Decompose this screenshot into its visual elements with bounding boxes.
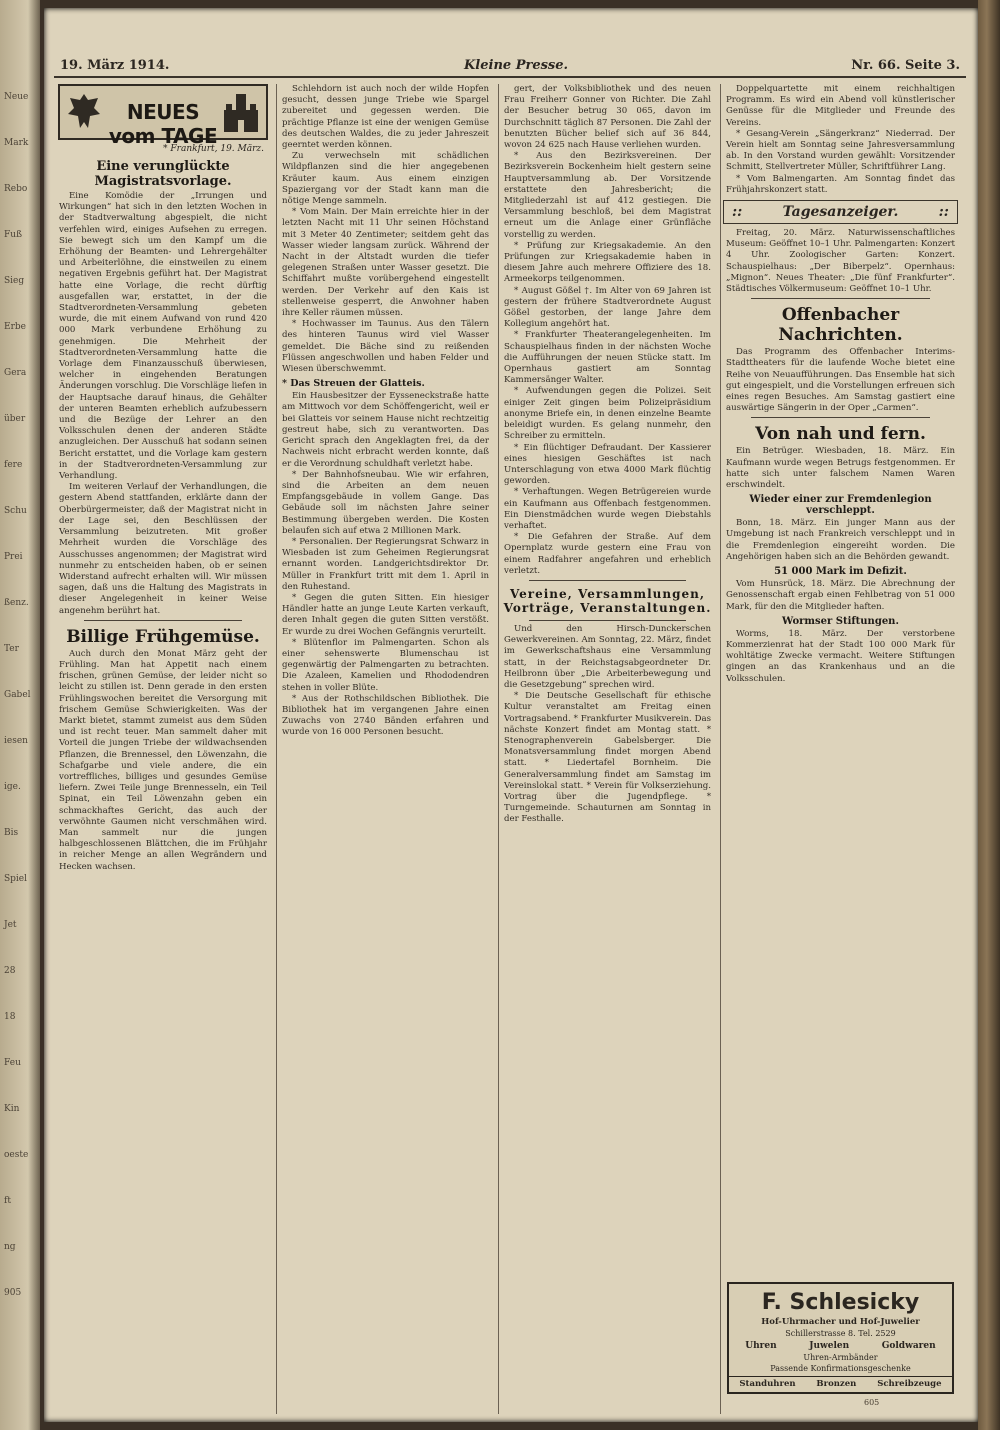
article-text: Schlehdorn ist auch noch der wilde Hopfen gesucht, dessen junge Triebe wie Spargel zubereitet und gegessen werden. Die prächtige Pflanze ist eine der wenigen Gemüse des deutschen Waldes, die zu jeder Jahreszeit geerntet werden können. — [282, 84, 489, 151]
article-text: * Gesang-Verein „Sängerkranz“ Niederrad. Der Verein hielt am Sonntag seine Jahresversammlung ab. In den Vorstand wurden gewählt: Vorsitzender Schmitt, Stellvertreter Müller, Schriftführer Lang. — [726, 128, 955, 173]
headline-magistratsvorlage: Eine verunglückte Magistratsvorlage. — [94, 159, 232, 189]
article-text: * Die Gefahren der Straße. Auf dem Opernplatz wurde gestern eine Frau von einem Radfahrer angefahren und erheblich verletzt. — [504, 532, 711, 576]
strip-fragment: Neue — [4, 92, 29, 102]
strip-fragment: ige. — [4, 782, 21, 792]
dateline: * Frankfurt, 19. März. — [163, 144, 264, 154]
masthead-paper-title: Kleine Presse. — [464, 58, 569, 73]
strip-fragment: Kin — [4, 1104, 20, 1114]
ad-items — [729, 1341, 952, 1351]
article-text: * Aufwendungen gegen die Polizei. Seit einiger Zeit gingen beim Polizeipräsidium anonyme Briefe ein, in denen einzelne Beamte beleidigt wurden. Es gelang nunmehr, den Schreiber zu ermitteln. — [504, 386, 711, 442]
masthead — [54, 54, 966, 78]
article-text: * Aus der Rothschildschen Bibliothek. Die Bibliothek hat im vergangenen Jahre einen Zuwachs von 2740 Bänden erfahren und wurde von 16 000 Personen besucht. — [282, 693, 489, 738]
ad-footer — [729, 1376, 952, 1389]
eagle-icon — [64, 90, 104, 134]
strip-fragment: iesen — [4, 736, 28, 746]
strip-fragment: Prei — [4, 552, 23, 562]
tagesanzeiger-box — [723, 200, 958, 224]
strip-fragment: Gabel — [4, 690, 31, 700]
article-text: * Blütenflor im Palmengarten. Schon als einer sehenswerte Blumenschau ist gegenwärtig der Palmengarten zu betrachten. Die Azaleen, Kamelien und Rhododendren stehen in voller Blüte. — [282, 637, 489, 693]
headline-wormser-stiftungen: Wormser Stiftungen. — [782, 615, 899, 627]
ad-footer-item: Schreibzeuge — [877, 1379, 942, 1389]
article-text: * Personalien. Der Regierungsrat Schwarz in Wiesbaden ist zum Geheimen Regierungsrat ernannt worden. Landgerichtsdirektor Dr. Müller in Frankfurt tritt mit dem 1. April in den Ruhestand. — [282, 536, 489, 592]
box-title: Tagesanzeiger. — [782, 204, 899, 221]
box-ornament-left: :: — [732, 204, 743, 221]
strip-fragment: Fuß — [4, 230, 23, 240]
strip-fragment: Jet — [4, 920, 17, 930]
article-text: Das Programm des Offenbacher Interims-Stadttheaters für die laufende Woche bietet eine Reihe von Neuaufführungen. Das Ensemble hat sich gut eingespielt, und die Vorstellungen erfreuen sich eines regen Besuches. Am Samstag gastiert eine auswärtige Sängerin in der Oper „Carmen“. — [726, 347, 955, 414]
article-text: Worms, 18. März. Der verstorbene Kommerzienrat hat der Stadt 100 000 Mark für wohltätige Zwecke vermacht. Weitere Stiftungen gingen an das Krankenhaus und an die Volksschulen. — [726, 628, 955, 684]
article-text: * Der Bahnhofsneubau. Wie wir erfahren, sind die Arbeiten an dem neuen Empfangsgebäude in vollem Gange. Das Gebäude soll im nächsten Jahre seiner Bestimmung übergeben werden. Die Kosten belaufen sich auf etwa 2 Millionen Mark. — [282, 469, 489, 536]
ad-item: Juwelen — [809, 1341, 850, 1351]
article-text: Eine Komödie der „Irrungen und Wirkungen“ hat sich in den letzten Wochen in der Stadtverwaltung abgespielt, die nicht verfehlen wird, einiges Aufsehen zu erregen. Sie bewegt sich um den Kampf um die Erhöhung der Beamten- und Lehrergehälter und Arbeiterlöhne, die einstweilen zu einem negativen Ergebnis geführt hat. Der Magistrat hatte eine Vorlage, die recht dürftig ausgefallen war, erstattet, in der die Stadtverordneten-Versammlung gebeten wurde, die mit einem Aufwand von rund 420 000 Mark verbundene Erhöhung zu genehmigen. Die Mehrheit der Stadtverordneten-Versammlung hatte die Vorlage dem Finanzausschuß überwiesen, welcher in eingehenden Beratungen Änderungen vorschlug. Die Vorschläge liefen in der Hauptsache darauf hinaus, die Gehälter der unteren Beamten erheblich aufzubessern und die Bezüge der Lehrer an den Volksschulen denen der anderen Städte anzugleichen. Der Ausschuß hat sodann seinen Bericht erstattet, und die Vorlage kam gestern in der Stadtverordneten-Versammlung zur Verhandlung. — [59, 191, 268, 482]
headline-glatteis: * Das Streuen der Glatteis. — [282, 378, 425, 390]
headline-vereine: Vereine, Versammlungen, Vorträge, Veranstaltungen. — [503, 586, 712, 615]
masthead-date: 19. März 1914. — [60, 58, 170, 73]
article-text: * Frankfurter Theaterangelegenheiten. Im Schauspielhaus finden in der nächsten Woche die Aufführungen der neuen Stücke statt. Im Opernhaus gastiert am Sonntag Kammersänger Walter. — [504, 330, 711, 386]
ad-footer-item: Bronzen — [816, 1379, 857, 1389]
article-text: * Die Deutsche Gesellschaft für ethische Kultur veranstaltet am Freitag einen Vortragsabend. * Frankfurter Musikverein. Das nächste Konzert findet am Montag statt. * Stenographenverein Gabelsberger. Die Monatsversammlung findet morgen Abend statt. * Liedertafel Bornheim. Die Generalversammlung findet am Samstag im Vereinslokal statt. * Verein für Volkserziehung. Vortrag über die Jugendpflege. * Turngemeinde. Schauturnen am Sonntag in der Festhalle. — [504, 691, 711, 825]
masthead-issue: Nr. 66. Seite 3. — [851, 58, 960, 73]
divider — [84, 620, 242, 621]
article-text: Im weiteren Verlauf der Verhandlungen, die gestern Abend stattfanden, erklärte dann der Oberbürgermeister, daß der Magistrat nicht in der Lage sei, den Beschlüssen der Versammlung beizutreten. Mit großer Mehrheit wurden die Vorschläge des Ausschusses angenommen; der Magistrat wird nunmehr zu entscheiden haben, ob er seinen Widerstand aufrecht erhalten will. Wir müssen sagen, daß uns die Haltung des Magistrats in dieser Angelegenheit in keiner Weise angenehm berührt hat. — [59, 482, 267, 616]
article-text: * Gegen die guten Sitten. Ein hiesiger Händler hatte an junge Leute Karten verkauft, deren Inhalt gegen die guten Sitten verstößt. Er wurde zu drei Wochen Gefängnis verurteilt. — [282, 592, 489, 637]
strip-fragment: fere — [4, 460, 23, 470]
article-text: Doppelquartette mit einem reichhaltigen Programm. Es wird ein Abend voll künstlerischer Genüsse für die Mitglieder und Freunde des Vereins. — [726, 84, 955, 128]
strip-fragment: Sieg — [4, 276, 25, 286]
article-text: Auch durch den Monat März geht der Frühling. Man hat Appetit nach einem frischen, grünen Gemüse, der leider nicht so leicht zu stillen ist. Denn gerade in den ersten Frühlingswochen bereitet die Versorgung mit frischem Gemüse Schwierigkeiten. Was der Markt bietet, stammt zumeist aus dem Süden und ist recht teuer. Man sammelt daher mit Vorteil die jungen Triebe der wildwachsenden Pflanzen, die Brennessel, den Löwenzahn, die Schafgarbe und viele andere, die ein vortreffliches, billiges und gesundes Gemüse liefern. Zwei Teile junge Brennesseln, ein Teil Spinat, ein Teil Löwenzahn geben ein schmackhaftes Gericht, das auch der verwöhnte Gaumen nicht verschmähen wird. Man sammelt nur die jungen halbgeschlossenen Blättchen, die im Frühjahr in reicher Menge an allen Wegrändern und Hecken wachsen. — [59, 648, 267, 872]
ad-line: Uhren-Armbänder — [803, 1353, 878, 1362]
ad-footer-item: Standuhren — [739, 1379, 796, 1389]
column-2 — [276, 84, 494, 1414]
ad-line: Passende Konfirmationsgeschenke — [770, 1364, 911, 1373]
article-text: * Verhaftungen. Wegen Betrügereien wurde ein Kaufmann aus Offenbach festgenommen. Ein Dienstmädchen wurde wegen Diebstahls verhaftet. — [504, 487, 711, 531]
headline-nah-und-fern: Von nah und fern. — [755, 424, 926, 445]
strip-fragment: 28 — [4, 966, 16, 976]
strip-fragment: Mark — [4, 138, 29, 148]
banner-title: NEUES vom TAGE — [108, 100, 218, 148]
article-text: Freitag, 20. März. Naturwissenschaftliches Museum: Geöffnet 10–1 Uhr. Palmengarten: Konzert 4 Uhr. Zoologischer Garten: Konzert. Schauspielhaus: „Der Biberpelz“. Opernhaus: „Mignon“. Neues Theater: „Die fünf Frankfurter“. Städtisches Völkermuseum: Geöffnet 10–1 Uhr. — [726, 228, 955, 295]
strip-fragment: über — [4, 414, 26, 424]
column-1 — [54, 84, 272, 1414]
strip-fragment: Ter — [4, 644, 19, 654]
divider — [751, 417, 930, 418]
strip-fragment: 905 — [4, 1288, 22, 1298]
strip-fragment: Erbe — [4, 322, 26, 332]
strip-fragment: Bis — [4, 828, 19, 838]
schlesicky-advertisement — [727, 1282, 954, 1394]
article-text: Vom Hunsrück, 18. März. Die Abrechnung der Genossenschaft ergab einen Fehlbetrag von 51 000 Mark, für den die Mitglieder haften. — [726, 579, 955, 612]
article-text: Bonn, 18. März. Ein junger Mann aus der Umgebung ist nach Frankreich verschleppt und in die Fremdenlegion eingereiht worden. Die Angehörigen haben sich an die Behörden gewandt. — [726, 518, 955, 562]
strip-fragment: 18 — [4, 1012, 16, 1022]
article-text: * Hochwasser im Taunus. Aus den Tälern des hinteren Taunus wird viel Wasser gemeldet. Die Bäche sind zu reißenden Flüssen angeschwollen und haben Felder und Wiesen überschwemmt. — [282, 319, 489, 375]
article-text: gert, der Volksbibliothek und des neuen Frau Freiherr Gonner von Richter. Die Zahl der Besucher betrug 30 065, davon im Durchschnitt täglich 87 Personen. Die Zahl der benutzten Bücher belief sich auf 36 844, wovon 24 625 nach Hause verliehen wurden. — [504, 84, 711, 151]
divider — [529, 580, 686, 581]
article-text: Ein Betrüger. Wiesbaden, 18. März. Ein Kaufmann wurde wegen Betrugs festgenommen. Er hatte sich unter falschem Namen Waren erschwindelt. — [726, 446, 955, 491]
article-text: Und den Hirsch-Dunckerschen Gewerkvereinen. Am Sonntag, 22. März, findet im Gewerkschaftshaus eine Versammlung statt, in der Reichstagsabgeordneter Dr. Heilbronn über „Die Arbeiterbewegung und die Gesetzgebung“ sprechen wird. — [504, 623, 711, 690]
newspaper-page — [44, 8, 978, 1422]
article-text: * Prüfung zur Kriegsakademie. An den Prüfungen zur Kriegsakademie haben in diesem Jahre auch mehrere Offiziere des 18. Armeekorps teilgenommen. — [504, 240, 711, 285]
article-text: * Vom Balmengarten. Am Sonntag findet das Frühjahrskonzert statt. — [726, 173, 955, 195]
ad-item: Uhren — [745, 1341, 777, 1351]
strip-fragment: Gera — [4, 368, 27, 378]
book-edge — [978, 0, 1000, 1430]
strip-fragment: ßenz. — [4, 598, 29, 608]
ad-company-name: F. Schlesicky — [761, 1290, 920, 1315]
column-3 — [498, 84, 716, 1414]
ad-address: Schillerstrasse 8. Tel. 2529 — [785, 1329, 896, 1338]
divider — [529, 620, 686, 621]
adjacent-page-strip — [0, 0, 40, 1430]
headline-defizit: 51 000 Mark im Defizit. — [774, 566, 907, 578]
article-text: * Ein flüchtiger Defraudant. Der Kassierer eines hiesigen Geschäftes ist nach Unterschlagung von etwa 4000 Mark flüchtig geworden. — [504, 442, 711, 487]
footer-mark: 605 — [864, 1398, 880, 1407]
headline-fruehgemuese: Billige Frühgemüse. — [66, 626, 260, 647]
headline-offenbacher: Offenbacher Nachrichten. — [778, 305, 903, 346]
box-ornament-right: :: — [938, 204, 949, 221]
divider — [751, 298, 930, 299]
strip-fragment: ft — [4, 1196, 11, 1206]
neues-vom-tage-banner — [58, 84, 268, 148]
castle-icon — [220, 90, 262, 134]
ad-trade: Hof-Uhrmacher und Hof-Juwelier — [761, 1317, 920, 1327]
strip-fragment: Schu — [4, 506, 27, 516]
article-text: Ein Hausbesitzer der Eysseneckstraße hatte am Mittwoch vor dem Schöffengericht, weil er bei Glatteis vor seinem Hause nicht rechtzeitig gestreut habe, sich zu verantworten. Das Gericht sprach den Angeklagten frei, da der Nachweis nicht erbracht werden konnte, daß er die Verordnung schuldhaft verletzt habe. — [282, 391, 489, 469]
article-text: Zu verwechseln mit schädlichen Wildpflanzen sind die hier angegebenen Kräuter kaum. Aus einem einzigen Spaziergang vor der Stadt kann man die nötige Menge sammeln. — [282, 151, 489, 207]
strip-fragment: ng — [4, 1242, 16, 1252]
strip-fragment: Feu — [4, 1058, 21, 1068]
article-text: * Aus den Bezirksvereinen. Der Bezirksverein Bockenheim hielt gestern seine Hauptversammlung ab. Der Vorsitzende erstattete den Jahresbericht; die Mitgliederzahl ist auf 412 gestiegen. Die Versammlung beschloß, bei dem Magistrat erneut um die Anlage einer Grünfläche vorstellig zu werden. — [504, 151, 711, 240]
strip-fragment: oeste — [4, 1150, 29, 1160]
article-text: * August Gößel †. Im Alter von 69 Jahren ist gestern der frühere Stadtverordnete August Gößel gestorben, der lange Jahre dem Kollegium angehört hat. — [504, 285, 711, 330]
column-4 — [720, 84, 960, 1414]
ad-item: Goldwaren — [881, 1341, 936, 1351]
headline-fremdenlegion: Wieder einer zur Fremdenlegion verschleppt. — [749, 494, 932, 517]
strip-fragment: Spiel — [4, 874, 28, 884]
strip-fragment: Rebo — [4, 184, 28, 194]
article-text: * Vom Main. Der Main erreichte hier in der letzten Nacht mit 11 Uhr seinen Höchstand mit 3 Meter 40 Zentimeter; seitdem geht das Wasser wieder langsam zurück. Während der Nacht in der Altstadt wurden die tiefer gelegenen Straßen unter Wasser gesetzt. Die Schiffahrt mußte vorübergehend eingestellt werden. Der Verkehr auf den Kais ist stellenweise gesperrt, die Anwohner haben ihre Keller räumen müssen. — [282, 207, 489, 319]
